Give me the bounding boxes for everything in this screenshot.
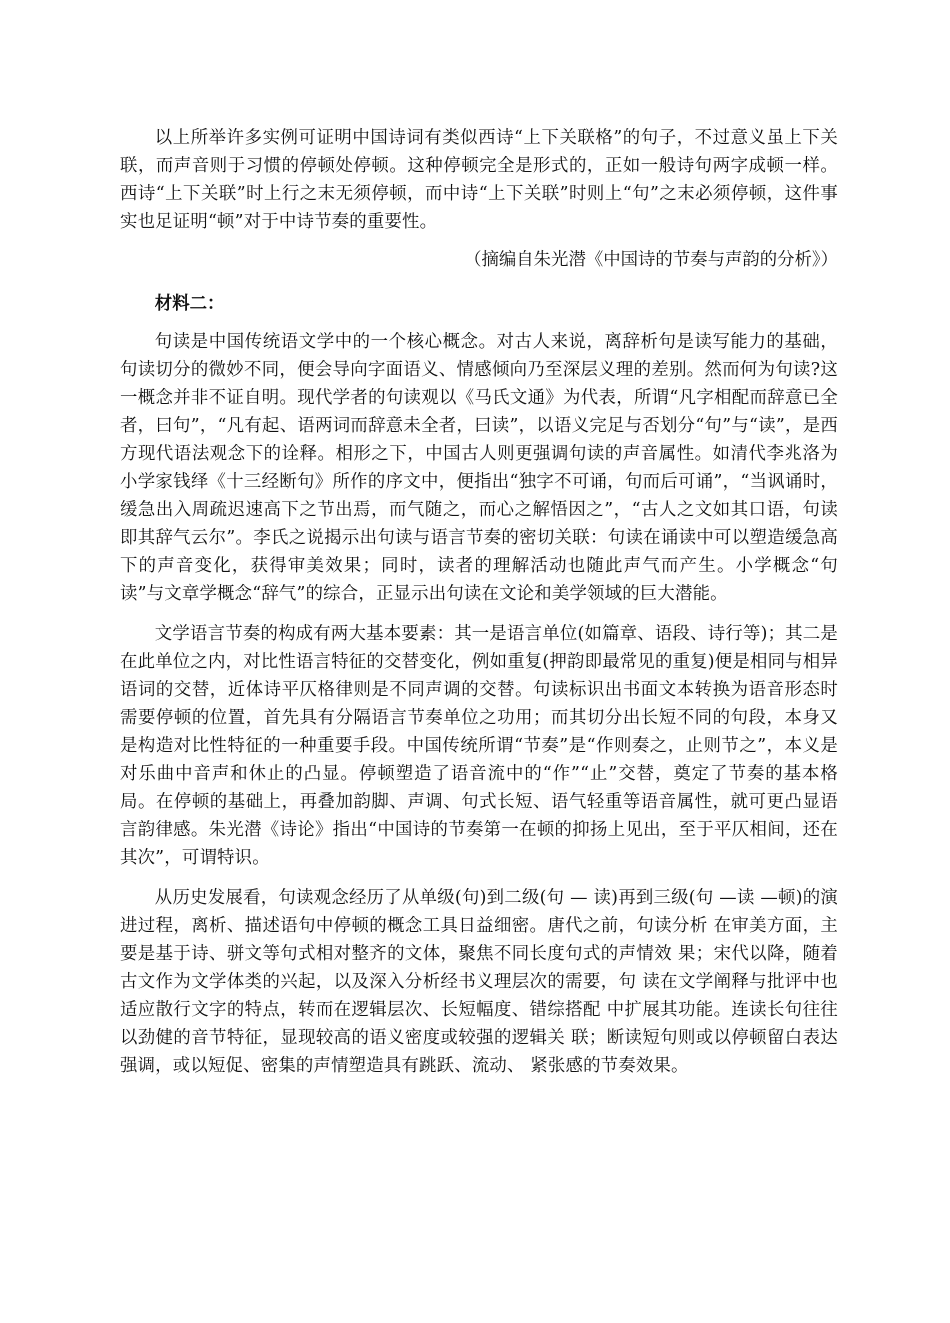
material2-paragraph-3: 从历史发展看，句读观念经历了从单级(句)到二级(句 — 读)再到三级(句 —读 —顿)的演进过程，离析、描述语句中停顿的概念工具日益细密。唐代之前，句读分析 在审美方面，主要是基于诗、骈文等句式相对整齐的文体，聚焦不同长度句式的声情效 果；宋代以降，随着古文作为文学体类的兴起，以及深入分析经书义理层次的需要，句 读在文学阐释与批评中也适应散行文字的特点，转而在逻辑层次、长短幅度、错综搭配 中扩展其功能。连读长句往往以劲健的音节特征，显现较高的语义密度或较强的逻辑关 联；断读短句则或以停顿留白表达强调，或以短促、密集的声情塑造具有跳跃、流动、 紧张感的节奏效果。 [120,888,838,1076]
material2-paragraph-1: 句读是中国传统语文学中的一个核心概念。对古人来说，离辞析句是读写能力的基础，句读切分的微妙不同，便会导向字面语义、情感倾向乃至深层义理的差别。然而何为句读?这一概念并非不证自明。现代学者的句读观以《马氏文通》为代表，所谓“凡字相配而辞意已全者，曰句”，“凡有起、语两词而辞意未全者，曰读”，以语义完足与否划分“句”与“读”，是西方现代语法观念下的诠释。相形之下，中国古人则更强调句读的声音属性。如清代李兆洛为小学家钱绎《十三经断句》所作的序文中，便指出“独字不可诵，句而后可诵”，“当讽诵时，缓急出入周疏迟速高下之节出焉，而气随之，而心之解悟因之”，“古人之文如其口语，句读即其辞气云尔”。李氏之说揭示出句读与语言节奏的密切关联：句读在诵读中可以塑造缓急高下的声音变化，获得审美效果；同时，读者的理解活动也随此声气而产生。小学概念“句读”与文章学概念“辞气”的综合，正显示出句读在文论和美学领域的巨大潜能。 [120,332,838,604]
material1-paragraph: 以上所举许多实例可证明中国诗词有类似西诗“上下关联格”的句子，不过意义虽上下关联，而声音则于习惯的停顿处停顿。这种停顿完全是形式的，正如一般诗句两字成顿一样。西诗“上下关联”时上行之末无须停顿，而中诗“上下关联”时则上“句”之末必须停顿，这件事实也足证明“顿”对于中诗节奏的重要性。 [120,128,838,232]
material1-citation: （摘编自朱光潜《中国诗的节奏与声韵的分析》） [464,250,838,270]
material2-heading: 材料二： [154,294,225,314]
material2-paragraph-2: 文学语言节奏的构成有两大基本要素：其一是语言单位(如篇章、语段、诗行等)；其二是在此单位之内，对比性语言特征的交替变化，例如重复(押韵即最常见的重复)便是相同与相异语词的交替，近体诗平仄格律则是不同声调的交替。句读标识出书面文本转换为语音形态时需要停顿的位置，首先具有分隔语言节奏单位之功用；而其切分出长短不同的句段，本身又是构造对比性特征的一种重要手段。中国传统所谓“节奏”是“作则奏之，止则节之”，本义是对乐曲中音声和休止的凸显。停顿塑造了语音流中的“作”“止”交替，奠定了节奏的基本格局。在停顿的基础上，再叠加韵脚、声调、句式长短、语气轻重等语音属性，就可更凸显语言韵律感。朱光潜《诗论》指出“中国诗的节奏第一在顿的抑扬上见出，至于平仄相间，还在其次”，可谓特识。 [120,624,838,868]
document-page [120,124,838,1080]
